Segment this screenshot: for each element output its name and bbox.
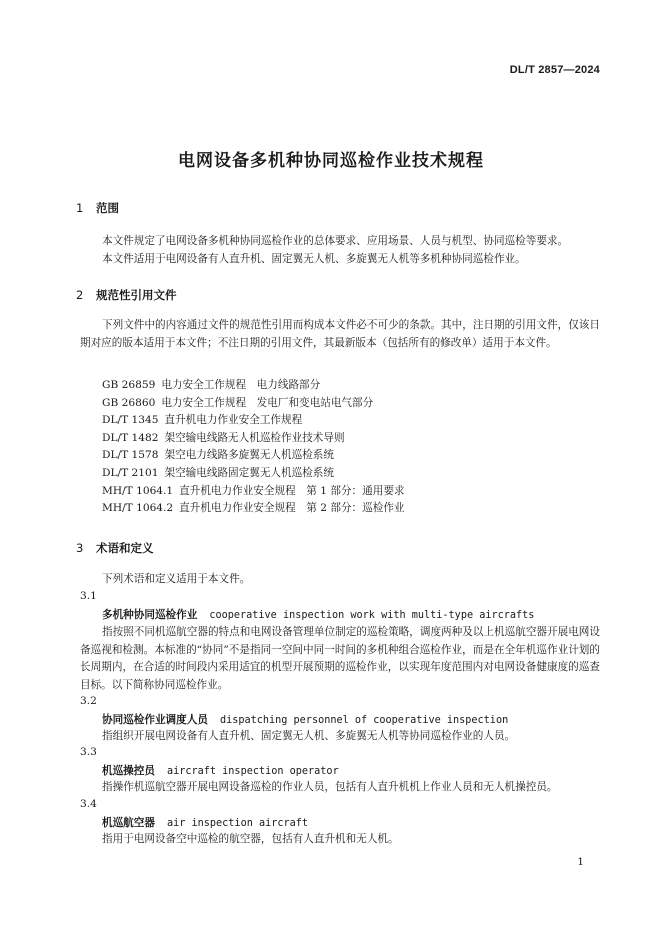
list-item bbox=[102, 483, 405, 501]
document-title: 电网设备多机种协同巡检作业技术规程 bbox=[178, 151, 484, 171]
section-title: 术语和定义 bbox=[96, 541, 154, 555]
reference-title: 直升机电力作业安全规程 第 2 部分：巡检作业 bbox=[179, 502, 405, 515]
term-number: 3.2 bbox=[80, 695, 97, 707]
term-english: aircraft inspection operator bbox=[166, 766, 339, 777]
term-entry bbox=[102, 815, 308, 830]
term-definition: 指用于电网设备空中巡检的航空器，包括有人直升机和无人机。 bbox=[102, 833, 399, 845]
term-chinese: 协同巡检作业调度人员 bbox=[102, 714, 208, 726]
section-heading-normative-references bbox=[76, 287, 177, 303]
term-entry bbox=[102, 763, 339, 778]
scope-paragraph-1: 本文件规定了电网设备多机种协同巡检作业的总体要求、应用场景、人员与机型、协同巡检等要求。 bbox=[102, 235, 569, 247]
reference-list bbox=[102, 377, 405, 518]
reference-code: DL/T 2101 bbox=[102, 466, 159, 479]
term-chinese: 多机种协同巡检作业 bbox=[102, 609, 198, 621]
term-number: 3.3 bbox=[80, 746, 97, 758]
reference-code: GB 26860 bbox=[102, 396, 156, 409]
term-english: cooperative inspection work with multi-type aircrafts bbox=[209, 610, 535, 621]
reference-code: GB 26859 bbox=[102, 379, 156, 391]
section-number: 3 bbox=[76, 541, 84, 555]
normative-references-intro: 下列文件中的内容通过文件的规范性引用而构成本文件必不可少的条款。其中，注日期的引用文件，仅该日期对应的版本适用于本文件；不注日期的引用文件，其最新版本（包括所有的修改单）适用于本文件。 bbox=[80, 319, 600, 349]
list-item bbox=[102, 412, 405, 430]
list-item bbox=[102, 500, 405, 518]
list-item bbox=[102, 377, 405, 395]
reference-title: 直升机电力作业安全规程 第 1 部分：通用要求 bbox=[179, 484, 405, 497]
term-english: dispatching personnel of cooperative inspection bbox=[219, 715, 509, 726]
reference-code: DL/T 1482 bbox=[102, 431, 159, 444]
term-english: air inspection aircraft bbox=[166, 818, 309, 829]
list-item bbox=[102, 395, 405, 413]
term-definition: 指组织开展电网设备有人直升机、固定翼无人机、多旋翼无人机等协同巡检作业的人员。 bbox=[102, 730, 516, 742]
reference-code: MH/T 1064.1 bbox=[102, 484, 174, 497]
scope-paragraph-2: 本文件适用于电网设备有人直升机、固定翼无人机、多旋翼无人机等多机种协同巡检作业。 bbox=[102, 253, 526, 265]
term-chinese: 机巡操控员 bbox=[102, 765, 155, 777]
term-definition: 指操作机巡航空器开展电网设备巡检的作业人员，包括有人直升机机上作业人员和无人机操控员。 bbox=[102, 781, 558, 793]
term-number: 3.4 bbox=[80, 798, 97, 810]
terms-intro: 下列术语和定义适用于本文件。 bbox=[102, 573, 251, 585]
list-item bbox=[102, 430, 405, 448]
section-heading-scope bbox=[76, 200, 119, 216]
list-item bbox=[102, 447, 405, 465]
term-definition: 指按照不同机巡航空器的特点和电网设备管理单位制定的巡检策略，调度两种及以上机巡航空器开展电网设备巡视和检测。本标准的“协同”不是指同一空间中同一时间的多机种组合巡检作业，而是在全年机巡作业计划的长周期内，在合适的时间段内采用适宜的机型开展预期的巡检作业，以实现年度范围内对电网设备健康度的巡查目标。以下简称协同巡检作业。 bbox=[80, 626, 600, 691]
reference-title: 直升机电力作业安全工作规程 bbox=[164, 414, 303, 427]
document-code: DL/T 2857—2024 bbox=[509, 64, 600, 76]
reference-title: 架空电力线路多旋翼无人机巡检系统 bbox=[164, 449, 334, 462]
reference-title: 电力安全工作规程 发电厂和变电站电气部分 bbox=[161, 396, 374, 409]
reference-title: 架空输电线路无人机巡检作业技术导则 bbox=[164, 431, 345, 444]
term-entry bbox=[102, 712, 508, 727]
reference-title: 电力安全工作规程 电力线路部分 bbox=[161, 379, 321, 391]
term-chinese: 机巡航空器 bbox=[102, 817, 155, 829]
reference-title: 架空输电线路固定翼无人机巡检系统 bbox=[164, 466, 334, 479]
page-number: 1 bbox=[577, 856, 584, 868]
reference-code: DL/T 1578 bbox=[102, 449, 159, 462]
reference-code: MH/T 1064.2 bbox=[102, 502, 174, 515]
section-title: 范围 bbox=[96, 201, 119, 215]
section-number: 2 bbox=[76, 288, 84, 302]
section-title: 规范性引用文件 bbox=[96, 288, 177, 302]
reference-code: DL/T 1345 bbox=[102, 414, 159, 427]
term-entry bbox=[102, 607, 534, 622]
list-item bbox=[102, 465, 405, 483]
term-number: 3.1 bbox=[80, 590, 97, 602]
section-heading-terms bbox=[76, 540, 154, 556]
section-number: 1 bbox=[76, 201, 84, 215]
